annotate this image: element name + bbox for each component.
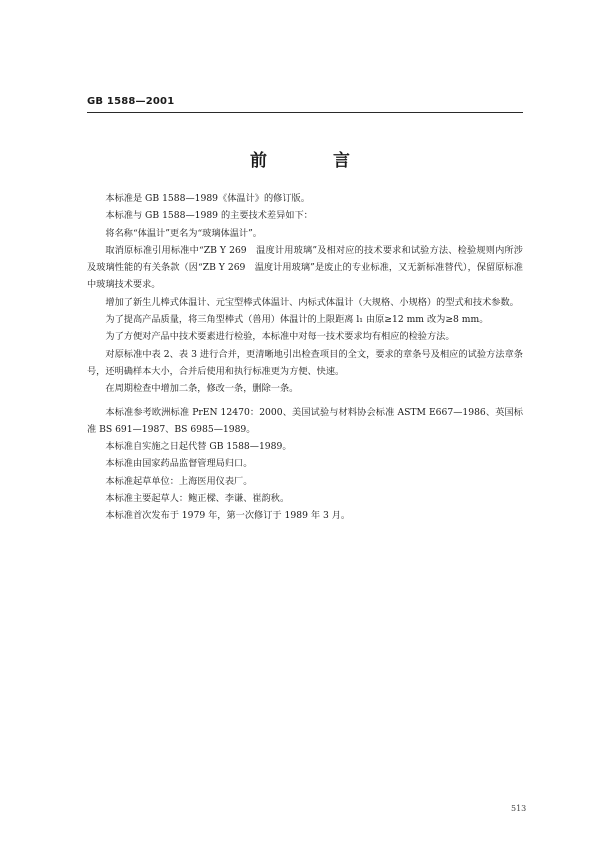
paragraph-replaces: 本标准自实施之日起代替 GB 1588—1989。 <box>105 441 292 453</box>
paragraph-periodic-inspection: 在周期检查中增加二条，修改一条，删除一条。 <box>105 383 299 395</box>
paragraph-drafters: 本标准主要起草人：鲍正樑、李谦、崔韵秋。 <box>105 493 290 505</box>
page-number: 513 <box>511 804 527 813</box>
paragraph-new-types: 增加了新生儿棒式体温计、元宝型棒式体温计、内标式体温计（大规格、小规格）的型式和技术参数。 <box>105 296 519 308</box>
paragraph-history: 本标准首次发布于 1979 年，第一次修订于 1989 年 3 月。 <box>105 510 351 522</box>
paragraph-differences-intro: 本标准与 GB 1588—1989 的主要技术差异如下： <box>105 210 313 222</box>
paragraph-references: 本标准参考欧洲标准 PrEN 12470：2000、美国试验与材料协会标准 ASTM E667—1986、英国标准 BS 691—1987、BS 6985—1989。 <box>87 406 523 435</box>
paragraph-revision-note: 本标准是 GB 1588—1989《体温计》的修订版。 <box>105 193 310 204</box>
section-title: 前 言 <box>250 151 380 171</box>
paragraph-quality: 为了提高产品质量，将三角型棒式（兽用）体温计的上限距离 l₁ 由原≥12 mm 改为≥8 mm。 <box>105 314 489 326</box>
paragraph-test-methods: 为了方便对产品中技术要素进行检验，本标准中对每一技术要求均有相应的检验方法。 <box>105 331 455 343</box>
paragraph-drafting-unit: 本标准起草单位：上海医用仪表厂。 <box>105 475 253 487</box>
standard-code: GB 1588—2001 <box>87 96 175 107</box>
paragraph-rename: 将名称“体温计”更名为“玻璃体温计”。 <box>105 227 262 239</box>
paragraph-authority: 本标准由国家药品监督管理局归口。 <box>105 458 253 470</box>
header-rule <box>87 112 523 113</box>
foreword-body <box>87 190 523 525</box>
paragraph-glass-standard: 取消原标准引用标准中“ZB Y 269 温度计用玻璃”及相对应的技术要求和试验方法、检验规则内所涉及玻璃性能的有关条款（因“ZB Y 269 温度计用玻璃”是废止的专业标准，又无新标准替代），保留原标准中玻璃技术要求。 <box>87 244 523 291</box>
paragraph-table-merge: 对原标准中表 2、表 3 进行合并，更清晰地引出检查项目的全文，要求的章条号及相应的试验方法章条号，还明确样本大小，合并后使用和执行标准更为方便、快速。 <box>87 348 523 377</box>
